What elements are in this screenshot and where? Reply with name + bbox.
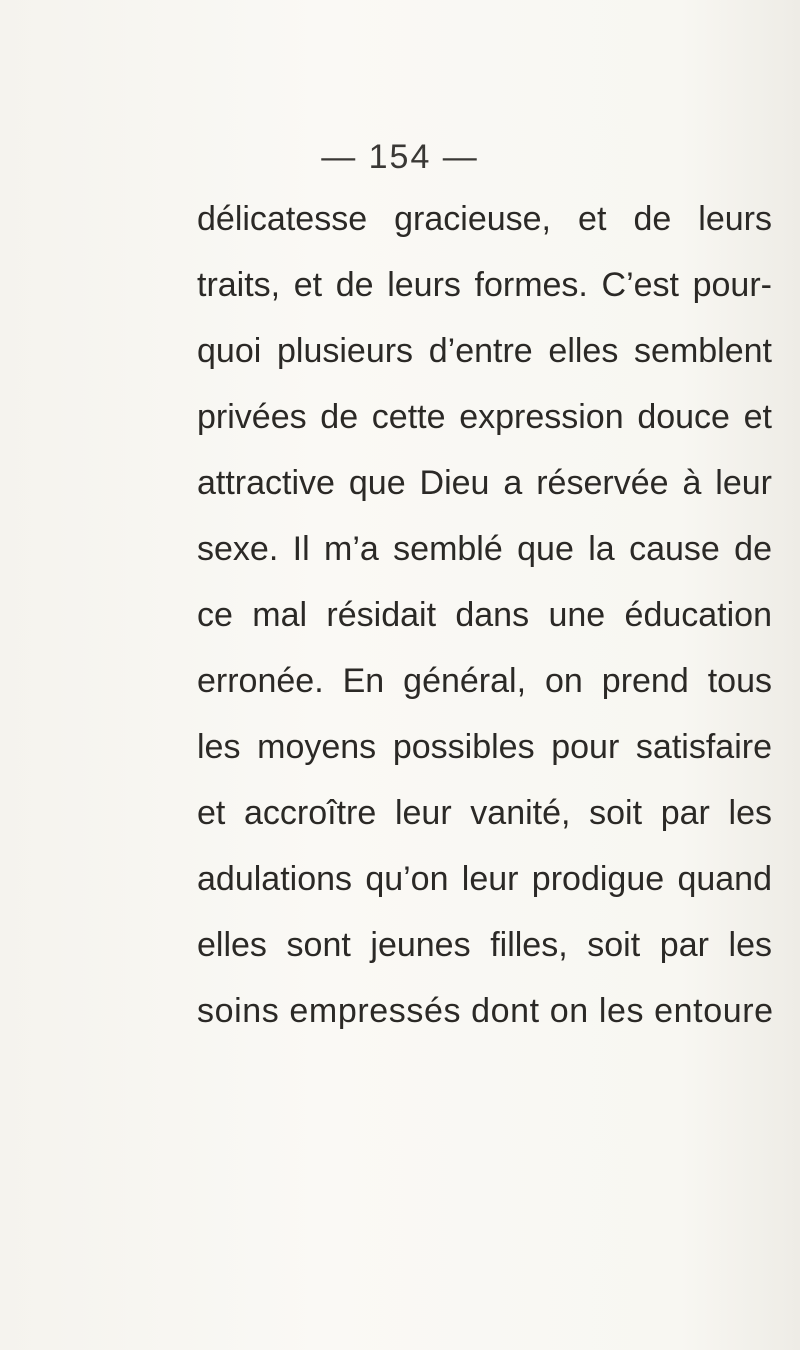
text-line: délicatesse gracieuse, et de leurs (197, 200, 772, 238)
text-line: attractive que Dieu a réservée à leur (197, 464, 772, 502)
text-line: erronée. En général, on prend tous (197, 662, 772, 700)
text-line: ce mal résidait dans une éducation (197, 596, 772, 634)
text-line: les moyens possibles pour satisfaire (197, 728, 772, 766)
text-line: soins empressés dont on les entoure (197, 992, 774, 1030)
text-line: traits, et de leurs formes. C’est pour- (197, 266, 772, 304)
text-line: sexe. Il m’a semblé que la cause de (197, 530, 772, 568)
page-number: — 154 — (321, 138, 479, 176)
text-line: et accroître leur vanité, soit par les (197, 794, 772, 832)
text-line: elles sont jeunes filles, soit par les (197, 926, 772, 964)
text-line: quoi plusieurs d’entre elles semblent (197, 332, 772, 370)
text-line: adulations qu’on leur prodigue quand (197, 860, 772, 898)
body-text (197, 186, 772, 1044)
text-line: privées de cette expression douce et (197, 398, 772, 436)
